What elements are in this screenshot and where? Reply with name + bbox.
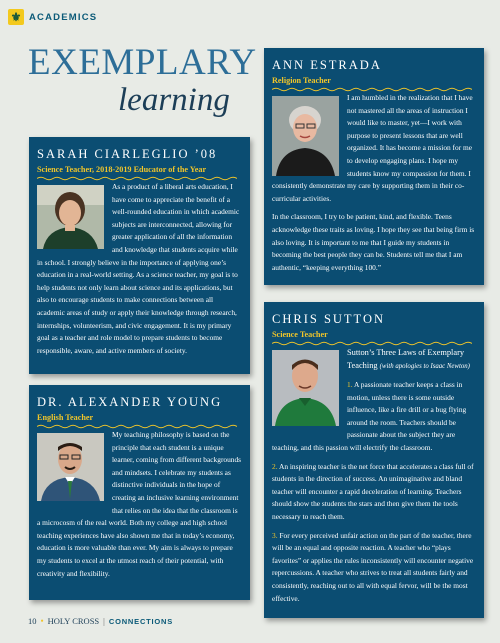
portrait-photo (37, 433, 104, 501)
footer-divider: | (103, 616, 105, 626)
profile-card-ciarleglio (29, 137, 250, 374)
profile-card-young (29, 385, 250, 600)
portrait-photo (37, 185, 104, 249)
profile-role: Science Teacher, 2018-2019 Educator of the Year (37, 165, 207, 174)
page-footer (28, 616, 173, 626)
teaching-law-2: 2. An inspiring teacher is the net force that accelerates a class full of students in the direction of success. An unimaginative and bland teacher will encounter a rapid deceleration of learning. Teachers should show the students the stars and then give them the tools necessary to reach them. (272, 461, 474, 521)
profile-role: Religion Teacher (272, 76, 331, 85)
fleur-de-lis-icon: ⚜ (8, 9, 24, 25)
teaching-laws-title: Sutton’s Three Laws of Exemplary Teaching (with apologies to Isaac Newton) (347, 348, 470, 370)
teaching-law-1: 1. A passionate teacher keeps a class in motion, unless there is some outside influence, like a fire drill or a bug flying around the room. Teachers should be passionate about the subject they are teaching, and this passion will electrify the classroom. (272, 380, 467, 452)
profile-name: DR. ALEXANDER YOUNG (37, 395, 223, 409)
profile-name: CHRIS SUTTON (272, 312, 386, 326)
portrait-photo (272, 350, 339, 426)
bullet-separator: • (40, 616, 44, 626)
profile-bio: I am humbled in the realization that I have not mastered all the areas of instruction I would like to master, yet—I work with purpose to present lessons that are well organized. It has become a mission for me to develop engaging plans. I hope my students know my compassion for them. I consistently demonstrate my care by supporting them in their co-curricular activities. (272, 93, 473, 203)
profile-role: English Teacher (37, 413, 94, 422)
profile-name: ANN ESTRADA (272, 58, 382, 72)
profile-bio: As a product of a liberal arts education, I have come to appreciate the benefit of a well-rounded education in which academic subjects are interconnected, allowing for greater application of all the information and knowledge that students acquire while in school. I strongly believe in the importance of applying one’s education in a real-world setting. As a science teacher, my goal is to help students not only learn about science and its applications, but also to encourage students to make connections between all academic areas of study or apply their knowledge through research, internships, volunteerism, and civic engagement. It is my primary goal as a teacher and role model to prepare students to become responsible, aware, and active members of society. (37, 182, 240, 355)
profile-card-sutton (264, 302, 484, 618)
portrait-photo (272, 96, 339, 176)
profile-name: SARAH CIARLEGLIO ’08 (37, 147, 218, 161)
footer-section: CONNECTIONS (108, 616, 174, 626)
page-title: EXEMPLARY (28, 42, 257, 83)
profile-bio: In the classroom, I try to be patient, kind, and flexible. Teens acknowledge these traits as loving. I hope they see that being firm is also loving. It is important to me that I guide my students in becoming the best people they can be. Students tell me that I am authentic, “keeping everything 100.” (272, 212, 475, 272)
teaching-law-3: 3. For every perceived unfair action on the part of the teacher, there will be an equal and opposite reaction. A teacher who “plays favorites” or applies the rules inconsistently will encounter negative repercussions. A teacher who strives to treat all students fairly and consistently, reaching out to all with equal fervor, will be the most effective. (272, 530, 474, 603)
profile-bio: My teaching philosophy is based on the principle that each student is a unique learner, coming from different backgrounds and mindsets. I celebrate my students as distinctive individuals in the hope of creating an inclusive learning environment that relies on the idea that the classroom is a microcosm of the real world. Both my college and high school teaching experiences have also shown me that in today’s economy, education is more valuable than ever. My aim is always to prepare my students to excel at the utmost reach of their potential, with creativity and flexibility. (37, 430, 242, 578)
page-number: 10 (28, 616, 37, 626)
page-subtitle: learning (118, 82, 230, 118)
profile-card-estrada (264, 48, 484, 285)
section-label: ACADEMICS (29, 11, 98, 23)
publication-name: HOLY CROSS (47, 616, 100, 626)
profile-role: Science Teacher (272, 330, 328, 339)
section-header (8, 8, 97, 26)
